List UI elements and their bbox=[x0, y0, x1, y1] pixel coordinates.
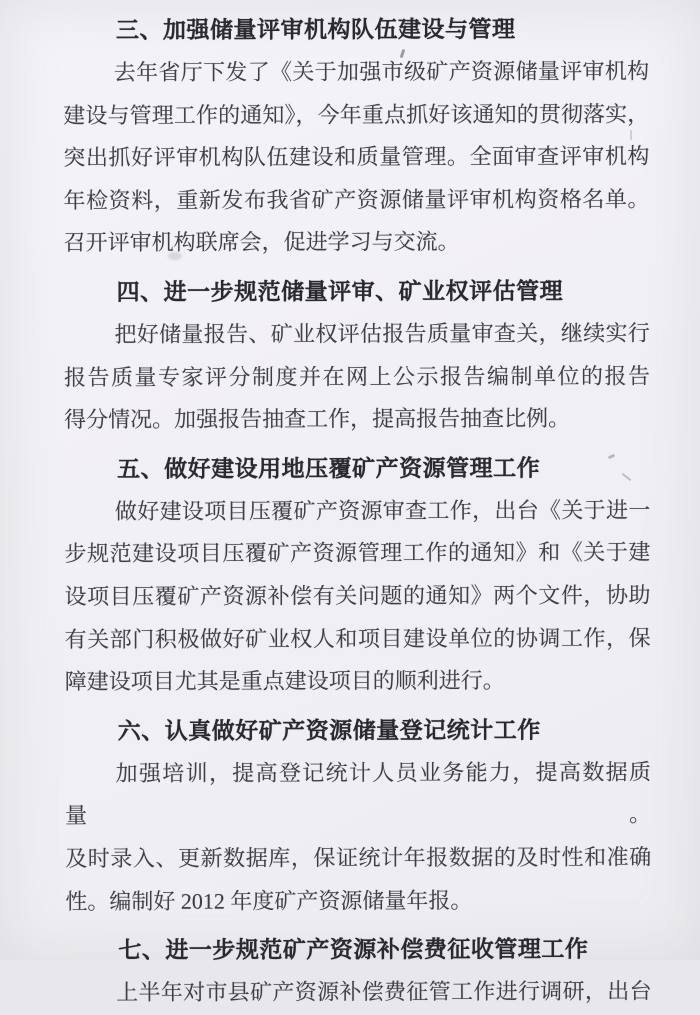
section-6-heading: 六、认真做好矿产资源储量登记统计工作 bbox=[117, 716, 541, 744]
section-3-heading: 三、加强储量评审机构队伍建设与管理 bbox=[115, 15, 516, 43]
section-5-heading: 五、做好建设用地压覆矿产资源管理工作 bbox=[117, 454, 541, 482]
body-line: 建设与管理工作的通知》，今年重点抓好该通知的贯彻落实， bbox=[63, 101, 650, 128]
body-line: 上半年对市县矿产资源补偿费征管工作进行调研，出台 bbox=[116, 978, 652, 1005]
body-line: 设项目压覆矿产资源补偿有关问题的通知》两个文件，协助 bbox=[64, 582, 651, 609]
section-5 bbox=[64, 446, 651, 704]
body-line: 及时录入、更新数据库，保证统计年报数据的及时性和准确 bbox=[65, 844, 652, 871]
body-line: 步规范建设项目压覆矿产资源管理工作的通知》和《关于建 bbox=[64, 539, 651, 567]
section-7 bbox=[65, 928, 651, 1015]
section-7-heading: 七、进一步规范矿产资源补偿费征收管理工作 bbox=[118, 935, 589, 963]
body-line: 把好储量报告、矿业权评估报告质量审查关，继续实行 bbox=[114, 320, 650, 347]
section-6 bbox=[65, 708, 652, 923]
section-3 bbox=[63, 7, 650, 265]
body-line: 召开评审机构联席会，促进学习与交流。 bbox=[63, 229, 460, 256]
document-text-block bbox=[63, 7, 652, 1014]
body-line: 得分情况。加强报告抽查工作，提高报告抽查比例。 bbox=[64, 405, 571, 433]
body-line: 去年省厅下发了《关于加强市级矿产资源储量评审机构 bbox=[113, 58, 650, 85]
body-line: 障建设项目尤其是重点建设项目的顺利进行。 bbox=[64, 667, 505, 695]
section-4-heading: 四、进一步规范储量评审、矿业权评估管理 bbox=[116, 277, 564, 305]
body-line: 性。编制好 2012 年度矿产资源储量年报。 bbox=[65, 887, 473, 914]
section-4 bbox=[64, 269, 650, 441]
body-line: 突出抓好评审机构队伍建设和质量管理。全面审查评审机构 bbox=[63, 143, 650, 171]
body-line: 有关部门积极做好矿业权人和项目建设单位的协调工作，保 bbox=[64, 624, 651, 652]
body-line: 做好建设项目压覆矿产资源审查工作，出台《关于进一 bbox=[114, 497, 651, 524]
body-line: 加强培训，提高登记统计人员业务能力，提高数据质量。 bbox=[65, 759, 652, 829]
body-line: 年检资料，重新发布我省矿产资源储量评审机构资格名单。 bbox=[63, 186, 650, 213]
body-line: 报告质量专家评分制度并在网上公示报告编制单位的报告 bbox=[63, 363, 650, 390]
